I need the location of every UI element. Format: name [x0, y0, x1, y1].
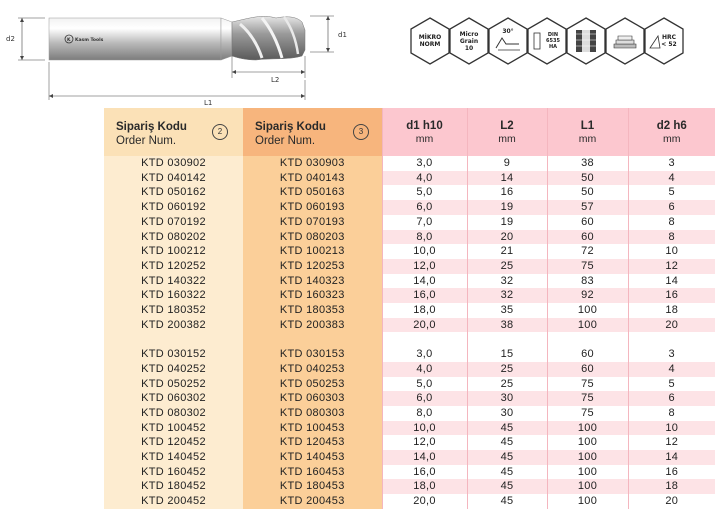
d2-cell: 8: [628, 230, 715, 245]
order-num-b-cell: KTD 040253: [243, 362, 382, 377]
d1-cell: 10,0: [382, 244, 467, 259]
table-row: [104, 200, 715, 215]
order-num-a-cell: KTD 200452: [104, 494, 243, 509]
brand-name: Kasm Tools: [75, 38, 104, 43]
l1-cell: 100: [547, 494, 628, 509]
order-num-a-cell: KTD 080302: [104, 406, 243, 421]
d2-cell: 10: [628, 244, 715, 259]
l1-cell: 60: [547, 230, 628, 245]
d1-cell: 6,0: [382, 391, 467, 406]
order-num-b-cell: KTD 040143: [243, 171, 382, 186]
order-num-a-cell: KTD 040252: [104, 362, 243, 377]
l1-cell: 57: [547, 200, 628, 215]
l2-cell: 30: [467, 391, 547, 406]
l1-cell: 100: [547, 479, 628, 494]
d1-cell: 5,0: [382, 185, 467, 200]
order-num-b-cell: KTD 030903: [243, 156, 382, 171]
table-row: [104, 318, 715, 333]
spacer-cell: [104, 332, 243, 347]
l1-cell: 60: [547, 347, 628, 362]
badge-label: MİKRO NORM: [418, 34, 442, 48]
d1-cell: 20,0: [382, 318, 467, 333]
d2-cell: 3: [628, 156, 715, 171]
spacer-cell: [243, 332, 382, 347]
order-num-a-cell: KTD 060192: [104, 200, 243, 215]
d1-cell: 4,0: [382, 171, 467, 186]
l1-cell: 100: [547, 318, 628, 333]
table-row: [104, 259, 715, 274]
l1-cell: 50: [547, 185, 628, 200]
l2-cell: 45: [467, 450, 547, 465]
l2-cell: 19: [467, 200, 547, 215]
order-num-b-cell: KTD 070193: [243, 215, 382, 230]
d2-cell: 16: [628, 288, 715, 303]
table-row: [104, 230, 715, 245]
d2-cell: 5: [628, 377, 715, 392]
header-d2: d2 h6 mm: [628, 108, 715, 156]
d2-cell: 4: [628, 171, 715, 186]
d2-cell: 5: [628, 185, 715, 200]
order-num-b-cell: KTD 180353: [243, 303, 382, 318]
order-num-a-cell: KTD 200382: [104, 318, 243, 333]
table-row: [104, 479, 715, 494]
order-num-a-cell: KTD 180452: [104, 479, 243, 494]
order-num-a-cell: KTD 060302: [104, 391, 243, 406]
l2-cell: 21: [467, 244, 547, 259]
d2-cell: 4: [628, 362, 715, 377]
table-row: [104, 494, 715, 509]
l2-cell: 32: [467, 274, 547, 289]
header-l1: L1 mm: [547, 108, 628, 156]
badge-label: 30°: [502, 28, 514, 35]
order-num-a-cell: KTD 160452: [104, 465, 243, 480]
l2-cell: 15: [467, 347, 547, 362]
d1-cell: 16,0: [382, 465, 467, 480]
order-num-b-cell: KTD 200383: [243, 318, 382, 333]
table-row: [104, 406, 715, 421]
table-row: [104, 391, 715, 406]
l1-cell: 83: [547, 274, 628, 289]
l1-cell: 60: [547, 215, 628, 230]
order-num-b-cell: KTD 100213: [243, 244, 382, 259]
order-num-a-cell: KTD 080202: [104, 230, 243, 245]
table-row: [104, 156, 715, 171]
table-row: [104, 274, 715, 289]
order-num-b-cell: KTD 080203: [243, 230, 382, 245]
table-row: [104, 244, 715, 259]
l2-cell: 35: [467, 303, 547, 318]
d2-cell: 10: [628, 421, 715, 436]
d2-cell: 18: [628, 303, 715, 318]
l2-cell: 25: [467, 362, 547, 377]
order-num-b-cell: KTD 120253: [243, 259, 382, 274]
table-row: [104, 435, 715, 450]
order-num-a-cell: KTD 050252: [104, 377, 243, 392]
d1-cell: 3,0: [382, 156, 467, 171]
order-num-b-cell: KTD 140453: [243, 450, 382, 465]
order-num-b-cell: KTD 200453: [243, 494, 382, 509]
table-row: [104, 377, 715, 392]
table-spacer-row: [104, 332, 715, 347]
mikro-norm-icon: [408, 16, 452, 66]
svg-text:K: K: [67, 38, 71, 43]
l2-cell: 45: [467, 421, 547, 436]
l1-cell: 60: [547, 362, 628, 377]
d1-cell: 5,0: [382, 377, 467, 392]
d1-cell: 4,0: [382, 362, 467, 377]
d2-cell: 6: [628, 391, 715, 406]
order-num-a-cell: KTD 120452: [104, 435, 243, 450]
d1-cell: 14,0: [382, 274, 467, 289]
d2-cell: 20: [628, 318, 715, 333]
l2-cell: 19: [467, 215, 547, 230]
d2-cell: 8: [628, 406, 715, 421]
header-l2: L2 mm: [467, 108, 547, 156]
order-num-b-cell: KTD 140323: [243, 274, 382, 289]
dim-l1-label: L1: [204, 99, 213, 107]
l1-cell: 92: [547, 288, 628, 303]
d1-cell: 7,0: [382, 215, 467, 230]
table-row: [104, 215, 715, 230]
order-num-a-cell: KTD 050162: [104, 185, 243, 200]
order-num-b-cell: KTD 120453: [243, 435, 382, 450]
d1-cell: 12,0: [382, 259, 467, 274]
spacer-cell: [382, 332, 467, 347]
d2-cell: 6: [628, 200, 715, 215]
order-num-a-cell: KTD 180352: [104, 303, 243, 318]
l1-cell: 100: [547, 435, 628, 450]
l2-cell: 45: [467, 479, 547, 494]
l2-cell: 14: [467, 171, 547, 186]
dim-d2-label: d2: [6, 35, 15, 43]
d2-cell: 12: [628, 259, 715, 274]
d1-cell: 20,0: [382, 494, 467, 509]
order-num-b-cell: KTD 050253: [243, 377, 382, 392]
table-row: [104, 171, 715, 186]
d2-cell: 14: [628, 450, 715, 465]
spacer-cell: [547, 332, 628, 347]
d2-cell: 18: [628, 479, 715, 494]
spacer-cell: [628, 332, 715, 347]
l2-cell: 25: [467, 259, 547, 274]
din-6535-ha-icon: [525, 16, 569, 66]
l2-cell: 45: [467, 465, 547, 480]
table-row: [104, 288, 715, 303]
l1-cell: 100: [547, 450, 628, 465]
order-num-b-cell: KTD 180453: [243, 479, 382, 494]
end-mill-drawing: [0, 0, 380, 108]
l2-cell: 38: [467, 318, 547, 333]
material-layers-icon: [603, 16, 647, 66]
d1-cell: 6,0: [382, 200, 467, 215]
spacer-cell: [467, 332, 547, 347]
order-num-a-cell: KTD 030902: [104, 156, 243, 171]
order-num-a-cell: KTD 140322: [104, 274, 243, 289]
d2-cell: 16: [628, 465, 715, 480]
table-row: [104, 185, 715, 200]
l2-cell: 9: [467, 156, 547, 171]
header-order-num-b: Sipariş Kodu Order Num. 3: [243, 108, 382, 156]
table-row: [104, 465, 715, 480]
order-num-a-cell: KTD 160322: [104, 288, 243, 303]
table-header-row: [104, 108, 715, 156]
table-row: [104, 450, 715, 465]
d1-cell: 8,0: [382, 230, 467, 245]
l2-cell: 45: [467, 494, 547, 509]
l1-cell: 100: [547, 421, 628, 436]
l1-cell: 75: [547, 406, 628, 421]
dim-l2-label: L2: [271, 76, 280, 84]
l2-cell: 32: [467, 288, 547, 303]
l2-cell: 16: [467, 185, 547, 200]
badge-label: Micro Grain 10: [459, 30, 479, 52]
tool-neck: [221, 18, 232, 60]
order-num-a-cell: KTD 140452: [104, 450, 243, 465]
d2-cell: 14: [628, 274, 715, 289]
order-num-b-cell: KTD 060193: [243, 200, 382, 215]
d2-cell: 12: [628, 435, 715, 450]
d1-cell: 16,0: [382, 288, 467, 303]
header-d1: d1 h10 mm: [382, 108, 467, 156]
order-num-a-cell: KTD 070192: [104, 215, 243, 230]
order-num-b-cell: KTD 100453: [243, 421, 382, 436]
table-row: [104, 362, 715, 377]
l2-cell: 45: [467, 435, 547, 450]
l1-cell: 38: [547, 156, 628, 171]
l1-cell: 75: [547, 391, 628, 406]
order-num-b-cell: KTD 060303: [243, 391, 382, 406]
l1-cell: 72: [547, 244, 628, 259]
l1-cell: 50: [547, 171, 628, 186]
order-num-b-cell: KTD 080303: [243, 406, 382, 421]
order-num-a-cell: KTD 120252: [104, 259, 243, 274]
l2-cell: 30: [467, 406, 547, 421]
order-num-a-cell: KTD 100212: [104, 244, 243, 259]
coolant-icon: [564, 16, 608, 66]
spec-table: [104, 108, 715, 509]
l1-cell: 75: [547, 377, 628, 392]
d2-cell: 8: [628, 215, 715, 230]
hrc-52-icon: [642, 16, 686, 66]
d1-cell: 14,0: [382, 450, 467, 465]
order-num-a-cell: KTD 100452: [104, 421, 243, 436]
badge-label: HRC < 52: [661, 34, 677, 48]
order-num-b-cell: KTD 160453: [243, 465, 382, 480]
d1-cell: 18,0: [382, 479, 467, 494]
l1-cell: 100: [547, 465, 628, 480]
table-body: [104, 156, 715, 509]
badge-label: DIN 6535 HA: [546, 32, 560, 50]
d2-cell: 20: [628, 494, 715, 509]
d2-cell: 3: [628, 347, 715, 362]
table-row: [104, 421, 715, 436]
d1-cell: 8,0: [382, 406, 467, 421]
dim-d1-label: d1: [338, 31, 347, 39]
header-order-num-a: Sipariş Kodu Order Num. 2: [104, 108, 243, 156]
table-row: [104, 303, 715, 318]
d1-cell: 3,0: [382, 347, 467, 362]
circle-number-3: 3: [353, 124, 369, 140]
order-num-b-cell: KTD 160323: [243, 288, 382, 303]
l2-cell: 20: [467, 230, 547, 245]
d1-cell: 18,0: [382, 303, 467, 318]
l1-cell: 75: [547, 259, 628, 274]
order-num-b-cell: KTD 030153: [243, 347, 382, 362]
circle-number-2: 2: [212, 124, 228, 140]
l2-cell: 25: [467, 377, 547, 392]
l1-cell: 100: [547, 303, 628, 318]
micro-grain-icon: [447, 16, 491, 66]
order-num-a-cell: KTD 040142: [104, 171, 243, 186]
d1-cell: 12,0: [382, 435, 467, 450]
order-num-a-cell: KTD 030152: [104, 347, 243, 362]
d1-cell: 10,0: [382, 421, 467, 436]
order-num-b-cell: KTD 050163: [243, 185, 382, 200]
table-row: [104, 347, 715, 362]
helix-30-icon: [486, 16, 530, 66]
